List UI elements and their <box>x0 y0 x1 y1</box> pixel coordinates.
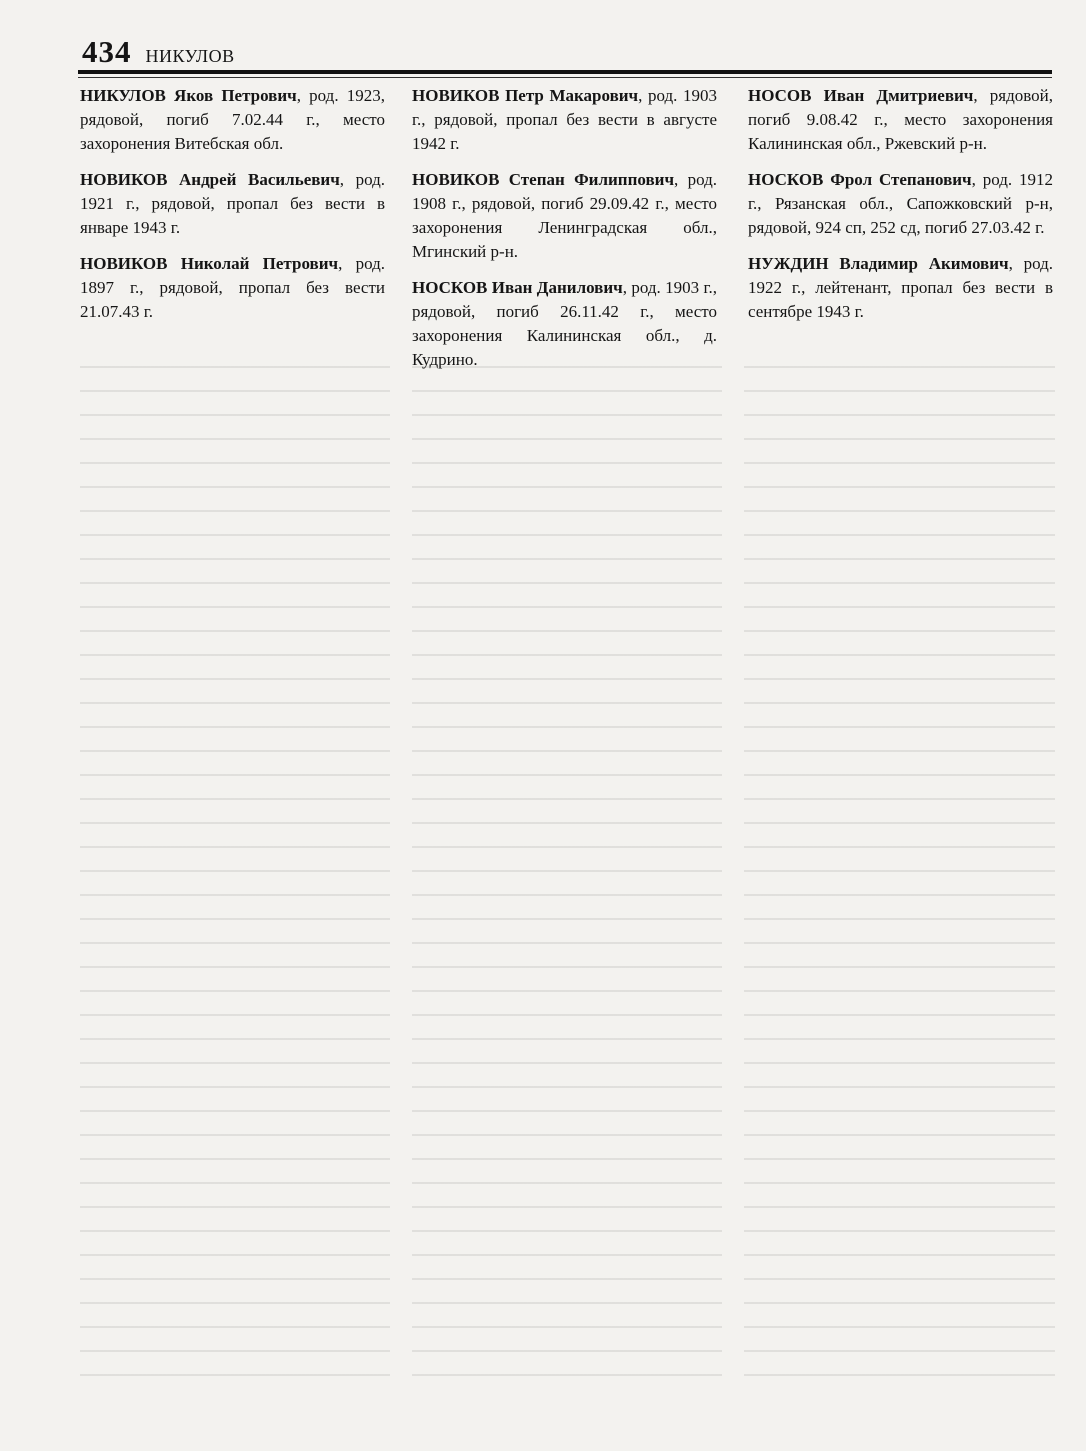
page-number: 434 <box>82 34 132 69</box>
text-column-2 <box>412 84 717 384</box>
running-head: НИКУЛОВ <box>145 46 235 66</box>
entry-name: НОВИКОВ Андрей Васильевич <box>80 170 340 189</box>
column-gap-2 <box>722 360 744 1390</box>
entry-text: , род. 1912 г., Рязанская обл., Сапожковский р-н, рядовой, 924 сп, 252 сд, погиб 27.03.42 г. <box>748 170 1053 237</box>
entry-nikulov-yakov <box>80 84 385 156</box>
entry-text: , род. 1903 г., рядовой, пропал без вести в августе 1942 г. <box>412 86 717 153</box>
entry-novikov-andrei <box>80 168 385 240</box>
entry-text: , рядовой, погиб 9.08.42 г., место захоронения Калининская обл., Ржевский р-н. <box>748 86 1053 153</box>
entry-name: НОСКОВ Фрол Степанович <box>748 170 972 189</box>
entry-name: НУЖДИН Владимир Акимович <box>748 254 1009 273</box>
entry-text: , род. 1897 г., рядовой, пропал без вести 21.07.43 г. <box>80 254 385 321</box>
entry-novikov-stepan <box>412 168 717 264</box>
entry-text: , род. 1908 г., рядовой, погиб 29.09.42 г., место захоронения Ленинградская обл., Мгинский р-н. <box>412 170 717 261</box>
entry-nosov-ivan <box>748 84 1053 156</box>
entry-name: НИКУЛОВ Яков Петрович <box>80 86 297 105</box>
entry-text: , род. 1921 г., рядовой, пропал без вести в январе 1943 г. <box>80 170 385 237</box>
entry-nuzhdin-vladimir <box>748 252 1053 324</box>
header-rule-thick <box>78 70 1052 74</box>
header-rule-thin <box>78 77 1052 78</box>
entry-text: , род. 1922 г., лейтенант, пропал без вести в сентябре 1943 г. <box>748 254 1053 321</box>
page-header <box>82 34 235 70</box>
entry-name: НОВИКОВ Степан Филиппович <box>412 170 675 189</box>
column-gap-1 <box>390 360 412 1390</box>
entry-text: , род. 1923, рядовой, погиб 7.02.44 г., место захоронения Витебская обл. <box>80 86 385 153</box>
entry-noskov-ivan <box>412 276 717 372</box>
entry-name: НОСКОВ Иван Данилович <box>412 278 623 297</box>
entry-name: НОВИКОВ Петр Макарович <box>412 86 639 105</box>
entry-text: , род. 1903 г., рядовой, погиб 26.11.42 г., место захоронения Калининская обл., д. Кудрино. <box>412 278 717 369</box>
entry-name: НОСОВ Иван Дмитриевич <box>748 86 974 105</box>
entry-novikov-petr <box>412 84 717 156</box>
text-column-1 <box>80 84 385 336</box>
reverse-side-bleed-through <box>80 360 1055 1390</box>
entry-novikov-nikolai <box>80 252 385 324</box>
entry-noskov-frol <box>748 168 1053 240</box>
entry-name: НОВИКОВ Николай Петрович <box>80 254 339 273</box>
text-column-3 <box>748 84 1053 336</box>
